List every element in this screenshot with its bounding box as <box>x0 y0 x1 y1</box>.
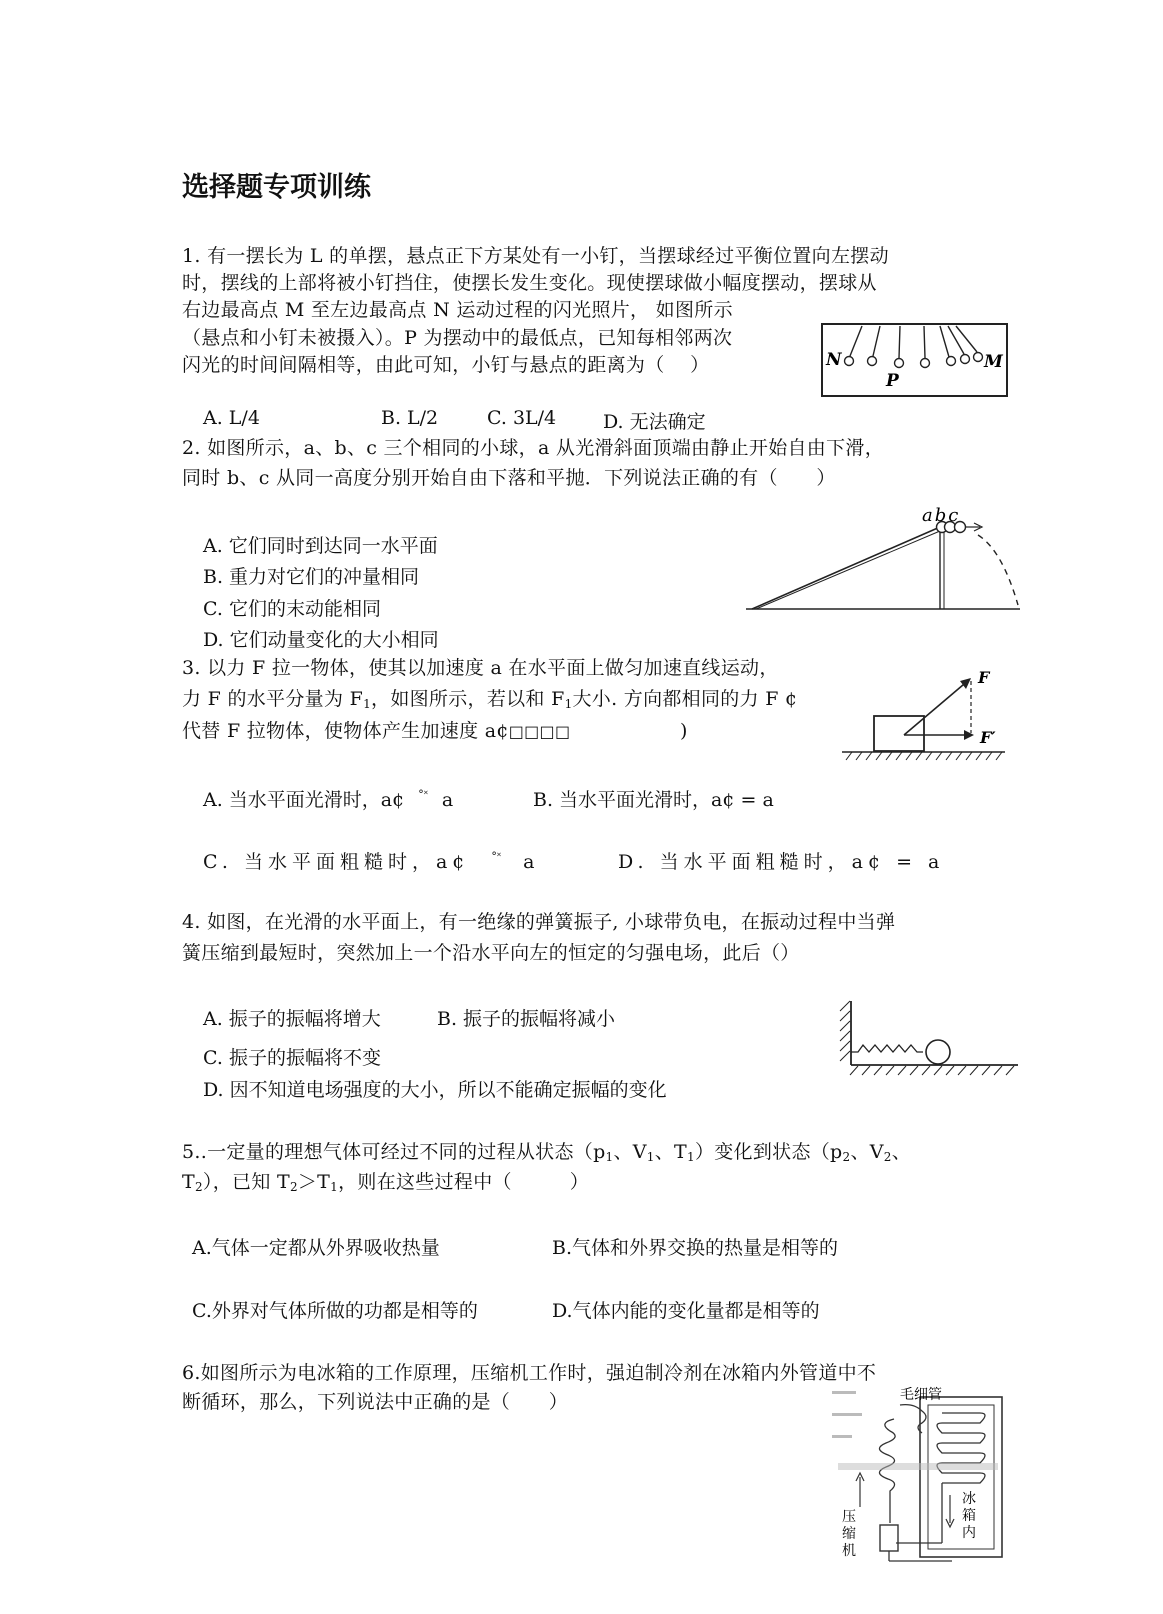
q2-option-a: A. 它们同时到达同一水平面 <box>203 535 438 557</box>
q1-line-3: 右边最高点 M 至左边最高点 N 运动过程的闪光照片， 如图所示 <box>182 299 733 321</box>
q5-option-c: C.外界对气体所做的功都是相等的 <box>192 1300 478 1322</box>
q6-line-1: 6.如图所示为电冰箱的工作原理，压缩机工作时，强迫制冷剂在冰箱内外管道中不 <box>182 1362 877 1384</box>
fig-label-compressor-1: 压 <box>842 1509 856 1525</box>
q1-option-b: B. L/2 <box>381 407 439 429</box>
fig-label-compressor-3: 机 <box>842 1543 856 1559</box>
q4-option-c: C. 振子的振幅将不变 <box>203 1047 381 1069</box>
fig-label-inside-2: 箱 <box>962 1508 976 1524</box>
q5-line-2: $T_2$），已知 $T_2>T_1$，则在这些过程中（ ） <box>182 1171 589 1194</box>
q2-option-c: C. 它们的末动能相同 <box>203 598 381 620</box>
q1-line-5: 闪光的时间间隔相等，由此可知，小钉与悬点的距离为（ ） <box>182 354 710 376</box>
pendulum-figure <box>820 322 1010 400</box>
q3-option-b: B. 当水平面光滑时，a¢ = a <box>533 789 774 811</box>
fig-label-inside-1: 冰 <box>962 1491 976 1507</box>
q3-line-3: 代替 F 拉物体，使物体产生加速度 a¢□□□□ <box>182 720 571 742</box>
q4-option-d: D. 因不知道电场强度的大小，所以不能确定振幅的变化 <box>203 1079 667 1101</box>
q4-line-1: 4. 如图，在光滑的水平面上，有一绝缘的弹簧振子, 小球带负电，在振动过程中当弹 <box>182 911 896 933</box>
q3-line-1: 3. 以力 F 拉一物体，使其以加速度 a 在水平面上做匀加速直线运动， <box>182 657 779 679</box>
q2-option-d: D. 它们动量变化的大小相同 <box>203 629 439 651</box>
q5-option-b: B.气体和外界交换的热量是相等的 <box>552 1237 839 1259</box>
fig-label-fprime: F′ <box>980 728 996 747</box>
q5-line-1: 5..一定量的理想气体可经过不同的过程从状态（$p_1$、$V_1$、$T_1$）变化到状态（$p_2$、$V_2$、 <box>182 1141 912 1164</box>
q3-option-d: D. 当水平面粗糙时，a¢ = a <box>618 851 945 873</box>
page-title: 选择题专项训练 <box>182 172 371 203</box>
q1-line-4: （悬点和小钉未被摄入）。P 为摆动中的最低点，已知每相邻两次 <box>182 327 733 349</box>
q3-line-3-paren: ) <box>680 720 688 742</box>
q4-option-a: A. 振子的振幅将增大 <box>203 1008 381 1030</box>
fridge-figure <box>830 1383 1010 1568</box>
q3-option-a: A. 当水平面光滑时，a¢ °˟ a <box>203 788 454 811</box>
fig-label-capillary: 毛细管 <box>900 1387 942 1403</box>
fig-label-inside-3: 内 <box>962 1525 976 1541</box>
q1-line-1: 1. 有一摆长为 L 的单摆，悬点正下方某处有一小钉，当摆球经过平衡位置向左摆动 <box>182 245 889 267</box>
q1-line-2: 时，摆线的上部将被小钉挡住，使摆长发生变化。现使摆球做小幅度摆动，摆球从 <box>182 272 877 294</box>
spring-figure <box>830 995 1025 1085</box>
fig-label-p: P <box>886 371 899 391</box>
fig-label-compressor-2: 缩 <box>842 1526 856 1542</box>
q2-line-1: 2. 如图所示，a、b、c 三个相同的小球，a 从光滑斜面顶端由静止开始自由下滑， <box>182 437 885 459</box>
fig-label-n: N <box>826 350 842 370</box>
q3-option-c: C. 当水平面粗糙时，a¢ °˟ a <box>203 850 540 873</box>
q4-option-b: B. 振子的振幅将减小 <box>437 1008 616 1030</box>
q1-option-c: C. 3L/4 <box>487 407 557 429</box>
q5-option-d: D.气体内能的变化量都是相等的 <box>552 1300 820 1322</box>
q5-option-a: A.气体一定都从外界吸收热量 <box>192 1237 440 1259</box>
q6-line-2: 断循环，那么，下列说法中正确的是（ ） <box>182 1391 569 1413</box>
force-figure <box>840 663 1015 763</box>
q4-line-2: 簧压缩到最短时，突然加上一个沿水平向左的恒定的匀强电场，此后（） <box>182 942 800 964</box>
fig-label-m: M <box>984 352 1003 372</box>
q2-option-b: B. 重力对它们的冲量相同 <box>203 566 420 588</box>
q2-line-2: 同时 b、c 从同一高度分别开始自由下落和平抛．下列说法正确的有（ ） <box>182 467 836 489</box>
fig-abc-labels: abc <box>922 505 961 526</box>
q1-option-d: D. 无法确定 <box>603 411 706 433</box>
fig-label-f: F <box>978 668 990 687</box>
q3-line-2: 力 F 的水平分量为 $F_1$，如图所示，若以和 $F_1$大小. 方向都相同的力 F ¢ <box>182 688 798 711</box>
incline-figure <box>740 505 1040 620</box>
q1-option-a: A. L/4 <box>203 407 260 429</box>
